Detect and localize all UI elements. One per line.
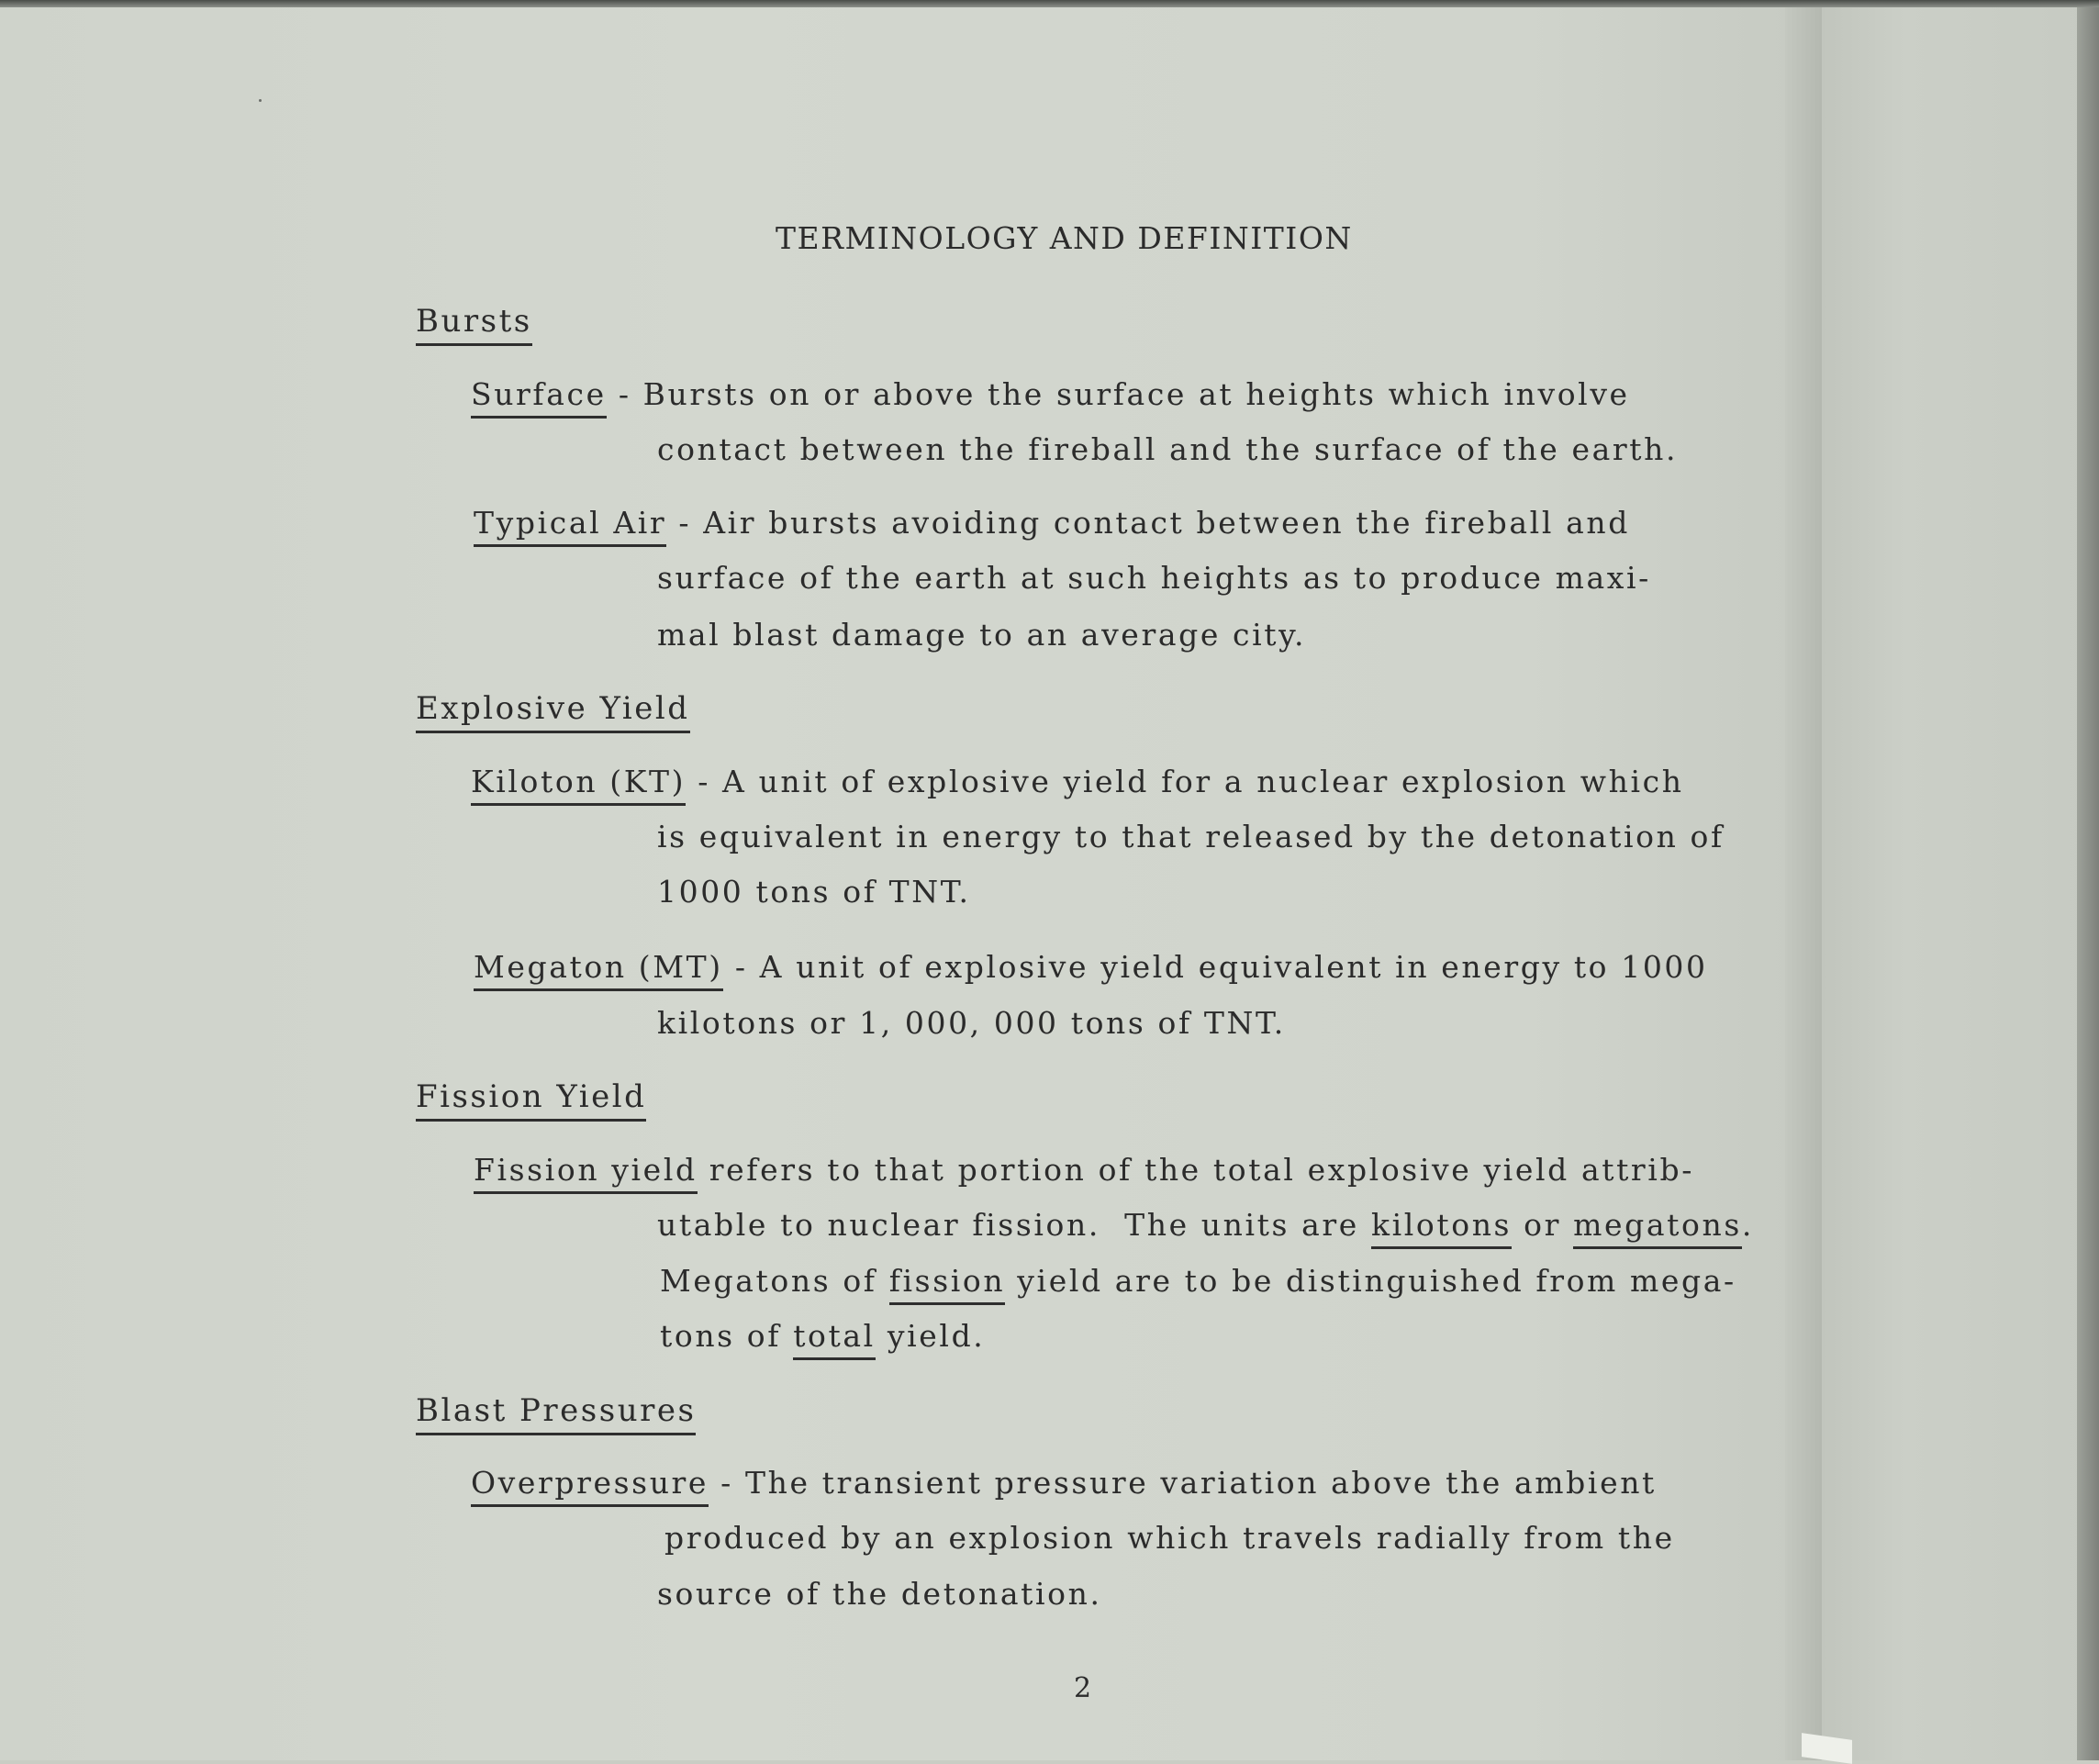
definition-text: utable to nuclear fission. The units are — [657, 1207, 1371, 1243]
definition-text: refers to that portion of the total explosive yield attrib- — [697, 1152, 1694, 1188]
definition-fission-yield-line-1 — [474, 1152, 1694, 1194]
underlined-word-kilotons: kilotons — [1371, 1208, 1512, 1249]
underlined-word-total: total — [793, 1319, 876, 1360]
term-fission-yield: Fission yield — [474, 1153, 698, 1194]
page-title: TERMINOLOGY AND DEFINITION — [776, 220, 1353, 256]
definition-text: - The transient pressure variation above the ambient — [709, 1465, 1657, 1501]
definition-fission-yield-line-3 — [660, 1263, 1736, 1305]
definition-text: yield are to be distinguished from mega- — [1005, 1263, 1736, 1299]
definition-fission-yield-line-2 — [657, 1207, 1754, 1249]
definition-overpressure-line-2: produced by an explosion which travels radially from the — [664, 1520, 1675, 1556]
page-fold-shadow — [1785, 7, 1822, 1760]
definition-surface-line-1 — [471, 376, 1630, 419]
definition-text: or — [1512, 1207, 1574, 1243]
term-surface: Surface — [471, 377, 607, 419]
definition-overpressure-line-1 — [471, 1465, 1657, 1507]
definition-megaton-line-2: kilotons or 1, 000, 000 tons of TNT. — [657, 1005, 1286, 1041]
definition-text: Megatons of — [660, 1263, 889, 1299]
term-megaton: Megaton (MT) — [474, 950, 723, 991]
definition-kiloton-line-3: 1000 tons of TNT. — [657, 874, 971, 910]
definition-text: - Air bursts avoiding contact between the fireball and — [666, 505, 1630, 541]
definition-kiloton-line-1 — [471, 764, 1684, 806]
page-number: 2 — [1074, 1672, 1092, 1704]
term-overpressure: Overpressure — [471, 1466, 709, 1507]
definition-text: tons of — [660, 1318, 794, 1354]
section-heading-fission-yield: Fission Yield — [416, 1078, 646, 1122]
section-heading-explosive-yield: Explosive Yield — [416, 690, 690, 733]
adjacent-page — [1822, 7, 2099, 1760]
definition-kiloton-line-2: is equivalent in energy to that released by the detonation of — [657, 819, 1725, 854]
definition-overpressure-line-3: source of the detonation. — [657, 1576, 1102, 1612]
definition-typical-air-line-3: mal blast damage to an average city. — [657, 617, 1307, 653]
definition-text: - A unit of explosive yield equivalent in energy to 1000 — [722, 949, 1708, 985]
definition-text: - A unit of explosive yield for a nuclear explosion which — [686, 764, 1684, 799]
definition-text: yield. — [875, 1318, 986, 1354]
definition-megaton-line-1 — [474, 949, 1708, 991]
section-heading-bursts: Bursts — [416, 303, 532, 346]
definition-fission-yield-line-4 — [660, 1318, 985, 1360]
underlined-word-megatons: megatons — [1573, 1208, 1742, 1249]
definition-text: - Bursts on or above the surface at heights which involve — [606, 376, 1630, 412]
term-kiloton: Kiloton (KT) — [471, 765, 686, 806]
section-heading-blast-pressures: Blast Pressures — [416, 1392, 696, 1435]
underlined-word-fission: fission — [889, 1264, 1006, 1305]
definition-typical-air-line-2: surface of the earth at such heights as to produce maxi- — [657, 560, 1651, 596]
term-typical-air: Typical Air — [474, 506, 666, 547]
definition-text: . — [1741, 1207, 1754, 1243]
definition-surface-line-2: contact between the fireball and the surface of the earth. — [657, 431, 1679, 467]
adjacent-page-edge — [2077, 7, 2099, 1760]
definition-typical-air-line-1 — [474, 505, 1630, 547]
